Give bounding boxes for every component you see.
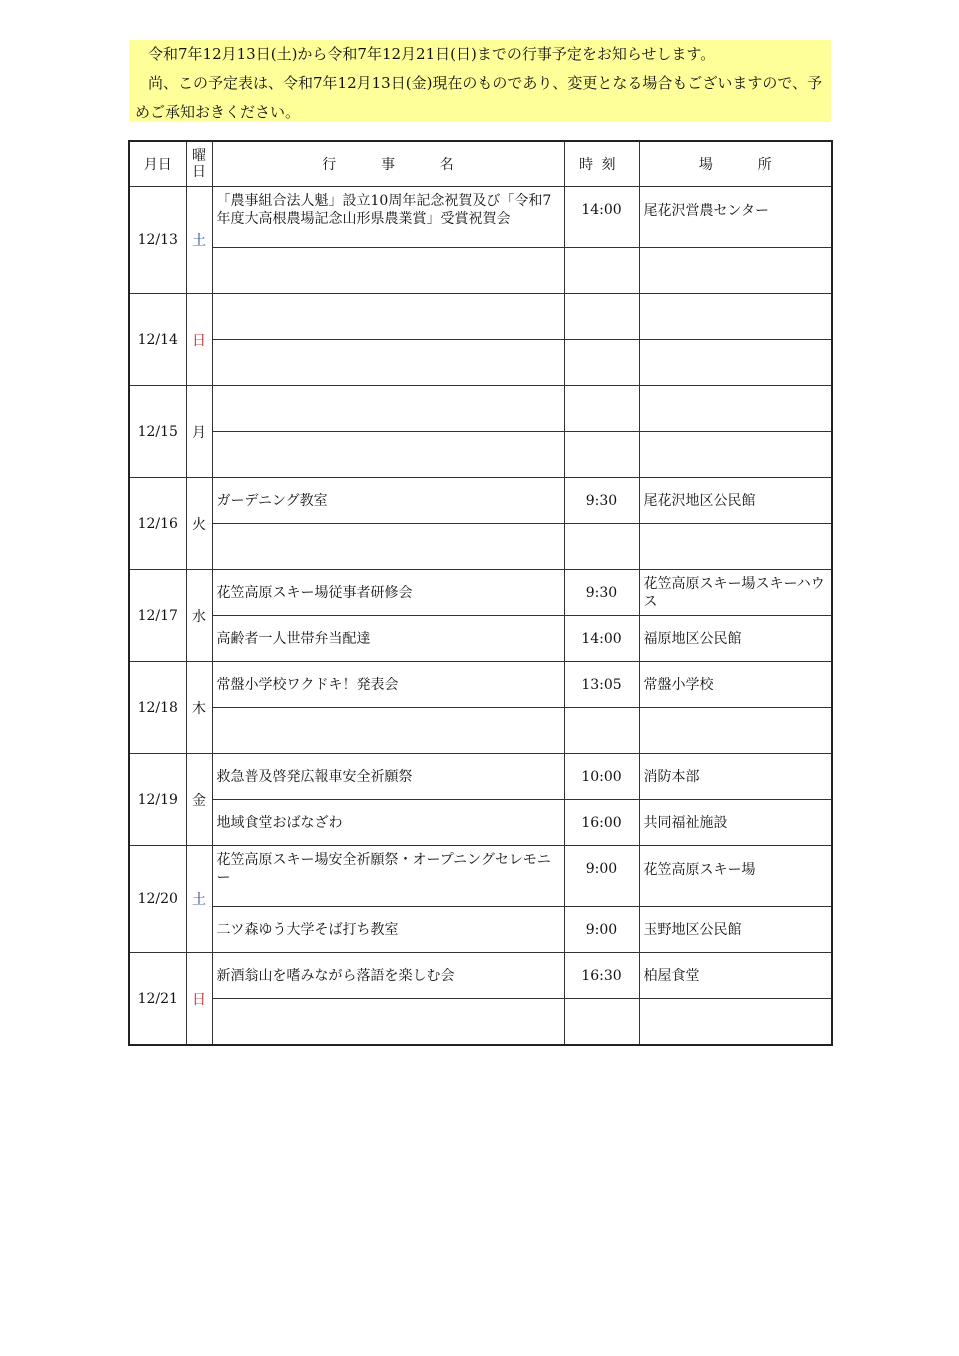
table-row	[129, 340, 832, 386]
cell-place: 常盤小学校	[639, 662, 832, 708]
table-row	[129, 570, 832, 616]
cell-event-name	[212, 999, 564, 1046]
table-row	[129, 294, 832, 340]
cell-time: 16:00	[564, 800, 639, 846]
table-row	[129, 432, 832, 478]
cell-date: 12/18	[129, 662, 186, 754]
cell-time: 13:05	[564, 662, 639, 708]
event-schedule-table	[128, 140, 833, 1046]
cell-date: 12/21	[129, 953, 186, 1046]
cell-event-name	[212, 386, 564, 432]
cell-event-name: 「農事組合法人魁」設立10周年記念祝賀及び「令和7年度大高根農場記念山形県農業賞」受賞祝賀会	[212, 187, 564, 248]
cell-time	[564, 524, 639, 570]
cell-date: 12/13	[129, 187, 186, 294]
cell-event-name: 新酒翁山を嗜みながら落語を楽しむ会	[212, 953, 564, 999]
cell-place	[639, 524, 832, 570]
cell-time: 14:00	[564, 187, 639, 248]
cell-time	[564, 432, 639, 478]
cell-weekday: 木	[186, 662, 212, 754]
cell-place: 共同福祉施設	[639, 800, 832, 846]
header-event: 行事名	[212, 141, 564, 187]
cell-time: 14:00	[564, 616, 639, 662]
cell-place	[639, 248, 832, 294]
cell-event-name: 二ツ森ゆう大学そば打ち教室	[212, 907, 564, 953]
cell-place	[639, 999, 832, 1046]
cell-event-name	[212, 708, 564, 754]
cell-event-name: ガーデニング教室	[212, 478, 564, 524]
cell-event-name	[212, 524, 564, 570]
table-row	[129, 999, 832, 1046]
cell-place: 福原地区公民館	[639, 616, 832, 662]
table-row	[129, 907, 832, 953]
cell-time: 9:30	[564, 478, 639, 524]
cell-date: 12/16	[129, 478, 186, 570]
cell-place: 花笠高原スキー場スキーハウス	[639, 570, 832, 616]
cell-time	[564, 248, 639, 294]
cell-time	[564, 386, 639, 432]
cell-weekday: 金	[186, 754, 212, 846]
cell-weekday: 月	[186, 386, 212, 478]
cell-event-name: 常盤小学校ワクドキ！発表会	[212, 662, 564, 708]
header-place: 場所	[639, 141, 832, 187]
cell-weekday: 火	[186, 478, 212, 570]
cell-time: 9:00	[564, 846, 639, 907]
table-row	[129, 953, 832, 999]
table-row	[129, 248, 832, 294]
cell-event-name	[212, 294, 564, 340]
cell-event-name: 地域食堂おばなざわ	[212, 800, 564, 846]
table-row	[129, 754, 832, 800]
cell-event-name	[212, 340, 564, 386]
table-header-row	[129, 141, 832, 187]
cell-event-name: 花笠高原スキー場従事者研修会	[212, 570, 564, 616]
cell-place: 柏屋食堂	[639, 953, 832, 999]
cell-place: 消防本部	[639, 754, 832, 800]
cell-time	[564, 708, 639, 754]
table-row	[129, 386, 832, 432]
cell-date: 12/14	[129, 294, 186, 386]
cell-event-name	[212, 248, 564, 294]
table-row	[129, 524, 832, 570]
cell-place: 玉野地区公民館	[639, 907, 832, 953]
table-row	[129, 708, 832, 754]
header-date: 月日	[129, 141, 186, 187]
cell-place	[639, 386, 832, 432]
cell-time: 9:00	[564, 907, 639, 953]
cell-place	[639, 294, 832, 340]
cell-time: 16:30	[564, 953, 639, 999]
cell-weekday: 土	[186, 187, 212, 294]
cell-event-name: 花笠高原スキー場安全祈願祭・オープニングセレモニー	[212, 846, 564, 907]
table-row	[129, 187, 832, 248]
cell-time: 9:30	[564, 570, 639, 616]
notice-line-2: 尚、この予定表は、令和7年12月13日(金)現在のものであり、変更となる場合もございますので、予めご承知おきください。	[135, 74, 823, 121]
cell-weekday: 日	[186, 953, 212, 1046]
cell-place	[639, 340, 832, 386]
cell-place	[639, 708, 832, 754]
cell-place: 尾花沢営農センター	[639, 187, 832, 248]
cell-place	[639, 432, 832, 478]
cell-event-name: 救急普及啓発広報車安全祈願祭	[212, 754, 564, 800]
cell-time	[564, 340, 639, 386]
table-row	[129, 616, 832, 662]
table-row	[129, 662, 832, 708]
table-row	[129, 846, 832, 907]
cell-weekday: 水	[186, 570, 212, 662]
cell-time	[564, 999, 639, 1046]
header-time: 時刻	[564, 141, 639, 187]
cell-weekday: 日	[186, 294, 212, 386]
cell-event-name: 高齢者一人世帯弁当配達	[212, 616, 564, 662]
header-weekday: 曜日	[186, 141, 212, 187]
cell-date: 12/19	[129, 754, 186, 846]
cell-place: 尾花沢地区公民館	[639, 478, 832, 524]
cell-date: 12/20	[129, 846, 186, 953]
cell-event-name	[212, 432, 564, 478]
cell-time	[564, 294, 639, 340]
notice-line-1: 令和7年12月13日(土)から令和7年12月21日(日)までの行事予定をお知らせします。	[148, 45, 716, 63]
cell-date: 12/17	[129, 570, 186, 662]
cell-place: 花笠高原スキー場	[639, 846, 832, 907]
cell-weekday: 土	[186, 846, 212, 953]
table-row	[129, 800, 832, 846]
cell-time: 10:00	[564, 754, 639, 800]
table-row	[129, 478, 832, 524]
cell-date: 12/15	[129, 386, 186, 478]
notice-box	[129, 40, 831, 122]
